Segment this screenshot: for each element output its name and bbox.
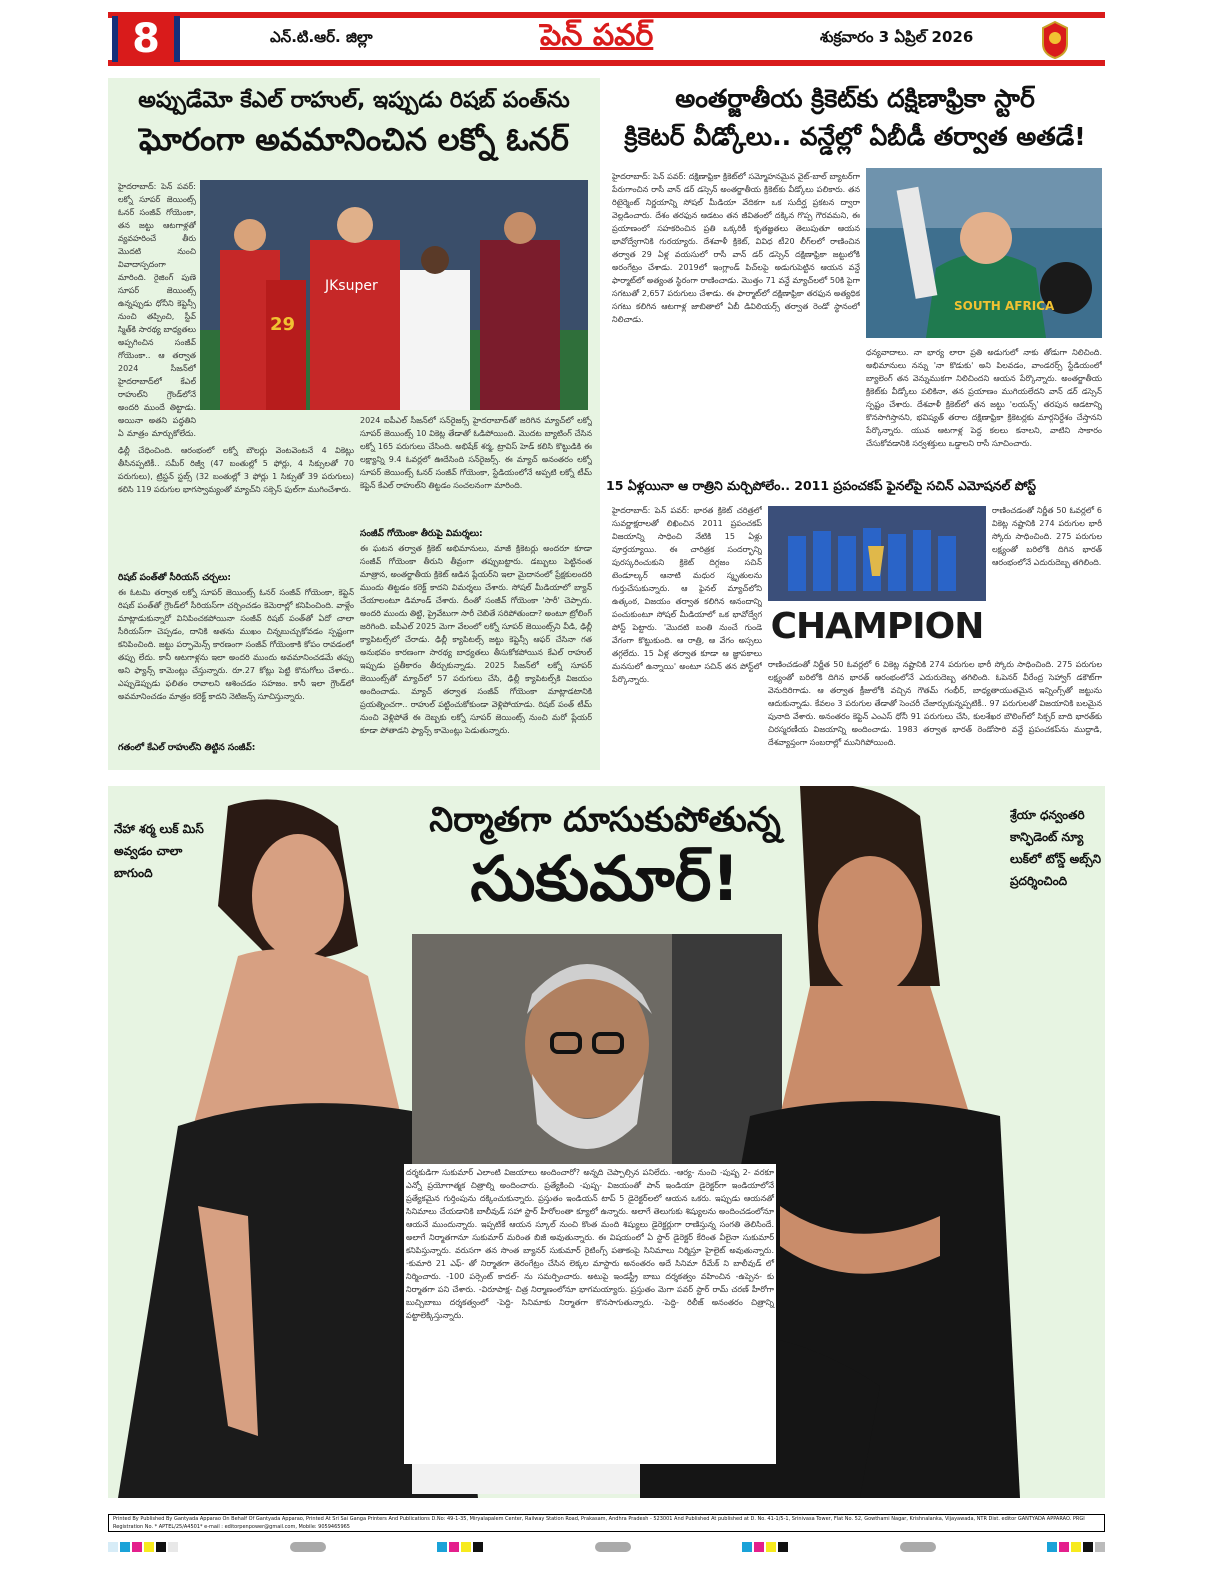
sukumar-headline-line2: సుకుమార్! xyxy=(470,842,740,915)
sukumar-headline-line1: నిర్మాతగా దూసుకుపోతున్న xyxy=(429,800,781,840)
lsg-col2-text: 2024 ఐపీఎల్ సీజన్‌లో సన్‌రైజర్స్ హైదరాబాద్‌తో జరిగిన మ్యాచ్‌లో లక్నో సూపర్ జెయింట్స్ 10 వికెట్ల తేడాతో ఓడిపోయింది. మొదట బ్యాటింగ్ చేసిన లక్నో 165 పరుగులు చేసింది. అభిషేక్ శర్మ, ట్రావిస్ హెడ్ కలిసి కొట్టుడికి ఈ లక్ష్యాన్ని 9.4 ఓవర్లలో ఊదేసింది సన్‌రైజర్స్. ఈ మ్యాచ్ అనంతరం లక్నో సూపర్ జెయింట్స్ ఓనర్ సంజీవ్ గోయెంకా, స్టేడియంలోనే అప్పటి లక్నో టీమ్ కెప్టెన్ కేఎల్ రాహుల్‌ని తిట్టడం సంచలనంగా మారింది. xyxy=(360,416,592,490)
sachin-text2-top: రాణించడంతో నిర్ణీత 50 ఓవర్లలో 6 వికెట్ల నష్టానికి 274 పరుగుల భారీ స్కోరు సాధించింది. 275 పరుగుల లక్ష్యంతో బరిలోకి దిగిన భారత్ ఆరంభంలోనే ఎదురుదెబ్బ తగిలింది. xyxy=(992,506,1102,567)
sa-text1: హైదరాబాద్: పెన్ పవర్: దక్షిణాఫ్రికా క్రికెట్‌లో సమ్మోహనమైన వైట్-బాల్ బ్యాటర్‌గా పేరుగాంచిన రాసీ వాన్ డర్ డస్సెన్ అంతర్జాతీయ క్రికెట్‌కు వీడ్కోలు పలికారు. తన రిటైర్మెంట్ నిర్ణయాన్ని సోషల్ మీడియా వేదికగా ఒక సుదీర్ఘ ప్రకటన ద్వారా వెల్లడించారు. దేశం తరఫున ఆడటం తన జీవితంలో దక్కిన గొప్ప గౌరవమని, ఈ ప్రయాణంలో సహకరించిన ప్రతి ఒక్కరికీ కృతజ్ఞతలు తెలుపుతూ ఆయన భావోద్వేగానికి గురయ్యారు. దేశవాళీ క్రికెట్, వివిధ టీ20 లీగ్‌లలో రాణించిన తర్వాత 29 ఏళ్ల వయసులో రాసీ వాన్ డర్ డస్సెన్ దక్షిణాఫ్రికా జట్టులోకి అరంగేట్రం చేశాడు. 2019లో ఇంగ్లాండ్ పిచ్‌లపై అడుగుపెట్టిన ఆయన వన్డే ఫార్మాట్‌లో అత్యంత స్థిరంగా రాణించాడు. మొత్తం 71 వన్డే మ్యాచ్‌లలో 50కి పైగా సగటుతో 2,657 పరుగులు చేశాడు. ఈ ఫార్మాట్‌లో దక్షిణాఫ్రికా తరఫున అత్యధిక సగటు కలిగిన ఆటగాళ్ల జాబితాలో ఏబీ డివిలియర్స్ తర్వాత రెండో స్థానంలో నిలిచాడు. xyxy=(612,172,860,324)
sa-cricketer-photo xyxy=(866,168,1102,338)
sachin-text2: రాణించడంతో నిర్ణీత 50 ఓవర్లలో 6 వికెట్ల నష్టానికి 274 పరుగుల భారీ స్కోరు సాధించింది. 275 పరుగుల లక్ష్యంతో బరిలోకి దిగిన భారత్ ఆరంభంలోనే ఎదురుదెబ్బ తగిలింది. ఓపెనర్ వీరేంద్ర సెహ్వాగ్ డకౌట్‌గా వెనుదిరిగాడు. ఆ తర్వాత క్రీజులోకి వచ్చిన గౌతమ్ గంభీర్, బాధ్యతాయుతమైన ఇన్నింగ్స్‌తో జట్టును ఆదుకున్నాడు. కేవలం 3 పరుగుల తేడాతో సెంచరీ చేజార్చుకున్నప్పటికీ.. 97 పరుగులతో విజయానికి బలమైన పునాది వేశారు. అనంతరం కెప్టెన్ ఎంఎస్ ధోనీ 91 పరుగులు చేసి, కులశేఖర బౌలింగ్‌లో సిక్సర్ బాది భారత్‌కు చిరస్మరణీయ విజయాన్ని అందించాడు. 1983 తర్వాత భారత్ రెండోసారి వన్డే ప్రపంచకప్‌ను ముద్దాడి, దేశవ్యాప్తంగా సంబరాల్లో మునిగిపోయింది. xyxy=(768,660,1102,747)
lsg-photo xyxy=(200,180,588,410)
lsg-headline-line2: ఘోరంగా అవమానించిన లక్నో ఓనర్ xyxy=(139,122,569,158)
color-registration-strip xyxy=(108,1542,1105,1554)
sa-text2: ధన్యవాదాలు. నా భార్య లారా ప్రతి అడుగులో నాకు తోడుగా నిలిచింది. అభిమానులు నన్ను 'నా కొడుకు' అని పిలవడం, వాండరర్స్ స్టేడియంలో బ్యాలెంగ్ తన వెన్నుముకగా నిలిచిందని ఆయన పేర్కొన్నారు. అంతర్జాతీయ క్రికెట్‌కు వీడ్కోలు పలికినా, తన ప్రయాణం ముగియలేదని వాన్ డర్ డస్సెన్ స్పష్టం చేశారు. దేశవాళీ క్రికెట్‌లో తన జట్టు 'లయన్స్' తరపున ఆడటాన్ని కొనసాగిస్తానని, భవిష్యత్ తరాల దక్షిణాఫ్రికా క్రికెటర్లకు మార్గనిర్దేశం చేస్తానని పేర్కొన్నారు. యువ ఆటగాళ్ల పెద్ద కలలు కనాలని, వాటిని సాకారం చేసుకోవడానికి సర్వశక్తులు ఒడ్డాలని రాసీ సూచించారు. xyxy=(866,348,1102,448)
sukumar-body: దర్శకుడిగా సుకుమార్ ఎలాంటి విజయాలు అందించారో? అన్నది చెప్పాల్సిన పనిలేదు. -ఆర్య- నుంచి -పుష్ప 2- వరకూ ఎన్నో ప్రయోగాత్మక చిత్రాల్ని అందించారు. ప్రత్యేకించి -పుష్ప- విజయంతో పాన్ ఇండియా డైరెక్టర్‌గా ఇండియాలోనే ప్రత్యేకమైన గుర్తింపును దక్కించుకున్నారు. ప్రస్తుతం ఇండియన్ టాప్ 5 డైరెక్టర్‌లలో ఆయన ఒకరు. ఇప్పుడు ఆయనతో సినిమాలు చేయడానికి బాలీవుడ్ సహా స్టార్ హీరోలంతా క్యూలో ఉన్నారు. అలాగే తెలుగుకు శిష్యులను అందించడంలోనూ ఆయనే ముందున్నారు. ఇప్పటికే ఆయన స్కూల్ నుంచి కొంత మంది శిష్యులు డైరెక్టర్లుగా రాణిస్తున్న సంగతి తెలిసిందే. అలాగే నిర్మాతగానూ సుకుమార్ మరింత బిజీ అవుతున్నారు. ఈ విషయంలో ఏ స్టార్ డైరెక్టర్ కేరింత వీలైనా సుకుమార్ కనిపిస్తున్నారు. వరుసగా తన సొంత బ్యానర్ సుకుమార్ రైటింగ్స్ పతాకంపై సినిమాలు నిర్మిస్తూ హైలైట్ అవుతున్నారు. -కుమారి 21 ఎఫ్- తో నిర్మాతగా తెరంగేట్రం చేసిన లెక్కల మాస్టారు అనంతరం అదే సినిమా రీమేక్ ని బాలీవుడ్ లో నిర్మించారు. -100 పర్సెంట్ కాదల్- ను సమర్పించారు. అటుపై ఇండస్ట్రీ బాబు దర్శకత్వం వహించిన -ఉప్పెన- కు నిర్మాతగా పని చేశారు. -విరూపాక్ష- చిత్ర నిర్మాణంలోనూ భాగమయ్యారు. ప్రస్తుతం మెగా పవర్ స్టార్ రామ్ చరణ్ హీరోగా బుచ్చిబాబు దర్శకత్వంలో -పెద్ది- సినిమాకు నిర్మాతగా కొనసాగుతున్నారు. -పెద్ది- రిలీజ్ అనంతరం చిత్రాన్ని పట్టాలెక్కిస్తున్నారు. xyxy=(404,1164,776,1464)
shreya-caption: శ్రేయా ధన్వంతరి కాన్ఫిడెంట్ న్యూ లుక్‌లో టోన్డ్ అబ్స్‌ని ప్రదర్శించింది xyxy=(1010,808,1102,888)
lsg-subhead-pant: రిషబ్ పంత్‌తో సీరియస్ చర్చలు: xyxy=(118,573,231,583)
svg-text:29: 29 xyxy=(270,314,296,335)
lsg-col2-text2: ఈ ఘటన తర్వాత క్రికెట్ అభిమానులు, మాజీ క్రికెటర్లు అందరూ కూడా సంజీవ్ గోయెంకా తీరుని తీవ్రంగా తప్పుబట్టారు. డబ్బులు పెట్టినంత మాత్రాన, అంతర్జాతీయ క్రికెట్ ఆడిన ప్లేయర్‌ని ఇలా మైదానంలో ప్రేక్షకులందరి ముందు తిట్టడం కరెక్ట్ కాదని విమర్శలు చేశారు. సోషల్ మీడియాలో బ్యాన్ చేయాలంటూ డిమాండ్ చేశారు. దీంతో సంజీవ్ గోయెంకా 'సారీ' చెప్పారు. అందరి ముందు తిట్టి, ప్రైవేటుగా సారీ చెబితే సరిపోతుందా? అంటూ ట్రోలింగ్ జరిగింది. ఐపీఎల్ 2025 మెగా వేలంలో లక్నో సూపర్ జెయింట్స్‌ని వీడి, ఢిల్లీ క్యాపిటల్స్‌లో చేరాడు. ఢిల్లీ క్యాపిటల్స్ జట్టు కెప్టెన్సీ ఆఫర్ చేసినా గత అనుభవం కారణంగా సారథ్య బాధ్యతలు తీసుకోకపోయిన కేఎల్ రాహుల్ ఇప్పుడు ప్రతీకారం తీర్చుకున్నాడు. 2025 సీజన్‌లో లక్నో సూపర్ జెయింట్స్‌తో మ్యాచ్‌లో 57 పరుగులు చేసి, ఢిల్లీ క్యాపిటల్స్‌కి విజయం అందించాడు. మ్యాచ్ తర్వాత సంజీవ్ గోయెంకా మాట్లాడటానికి ప్రయత్నించగా.. రాహుల్ పట్టించుకోకుండా వెళ్లిపోయాడు. రిషబ్ పంత్ టీమ్ నుంచి వెళ్లిపోతే ఈ దెబ్బకు లక్నో సూపర్ జెయింట్స్ నుంచి మరో ప్లేయర్ కూడా పోతాడని ఫ్యాన్స్ కామెంట్లు పెడుతున్నారు. xyxy=(360,544,592,735)
sa-headline-line2: క్రికెటర్ వీడ్కోలు.. వన్డేల్లో ఏబీడీ తర్వాత అతడే! xyxy=(624,122,1086,151)
svg-text:SOUTH AFRICA: SOUTH AFRICA xyxy=(954,299,1055,313)
edition-date: శుక్రవారం 3 ఏప్రిల్ 2026 xyxy=(820,28,974,46)
lsg-col1-text-continued: ఢిల్లీ చేధించింది. ఆరంభంలో లక్నో బౌలర్లు వెంటవెంటనే 4 వికెట్లు తీసినప్పటికీ.. సమీర్ రిజ్వీ (47 బంతుల్లో 5 ఫోర్లు, 4 సిక్సులతో 70 పరుగులు), ట్రిస్టన్ స్టబ్స్ (32 బంతుల్లో 3 ఫోర్లు 1 సిక్సుతో 39 పరుగులు) కలిసి 119 పరుగుల భాగస్వామ్యంతో మ్యాచ్‌ని సక్సెస్ ఫుల్‌గా ముగించేశారు. xyxy=(118,446,354,494)
imprint-line: Printed By Published By Gantyada Apparao On Behalf Of Gantyada Apparao, Printed At Sri Sai Ganga Printers And Publications D.No: 49-1-35, Miryalapalem Center, Railway Station Road, Prakasam, Andhra Pradesh - 523001 And Published At published at D. No. 41-1/5-1, Srinivasa Tower, Flat No. 52, Gowthami Nagar, Krishnalanka, Vijayawada, NTR Dist. editor GANTYADA APPARAO. PRGI Registration No. * APTEL/25/A4501* e-mail : editorpenpower@gmail.com, Mobile: 9059465965 xyxy=(108,1514,1105,1532)
lsg-col1-text2: ఈ ఓటమి తర్వాత లక్నో సూపర్ జెయింట్స్ ఓనర్ సంజీవ్ గోయెంకా, కెప్టెన్ రిషబ్ పంత్‌తో గ్రౌండ్‌లో సీరియస్‌గా చర్చించడం కెమెరాల్లో కనిపించింది. వాళ్లేం మాట్లాడుకున్నారో వినిపించకపోయినా సంజీవ్ రిషబ్ పంత్‌తో ఏదో చాలా సీరియస్‌గా చెప్పడం, దానికి అతను ముఖం చిన్నబుచ్చుకోవడం స్పష్టంగా కనిపించింది. జట్టు పర్ఫామెన్స్ కారణంగా సంజీవ్ గోయెంకాకి కోపం రావడంలో తప్పు లేదు. కానీ ఆటగాళ్లను ఇలా అందరి ముందు అవమానించడమే తప్పు అని ఫ్యాన్స్ కామెంట్లు చేస్తున్నారు. రూ.27 కోట్లు పెట్టి కొనుగోలు చేశారు.. ఎప్పుడెప్పుడు ఫలితం రావాలని ఆశించడం సహజం. కానీ ఇలా గ్రౌండ్‌లో అవమానించడం మాత్రం కరెక్ట్ కాదని నెటిజన్స్ సూచిస్తున్నారు. xyxy=(118,588,354,701)
sachin-headline: 15 ఏళ్లయినా ఆ రాత్రిని మర్చిపోలేం.. 2011 ప్రపంచకప్ ఫైనల్‌పై సచిన్ ఎమోషనల్ పోస్ట్ xyxy=(606,478,1037,493)
sachin-text1: హైదరాబాద్: పెన్ పవర్: భారత క్రికెట్ చరిత్రలో సువర్ణాక్షరాలతో లిఖించిన 2011 ప్రపంచకప్ విజయాన్ని సాధించి నేటికి 15 ఏళ్లు పూర్తయ్యాయి. ఈ చారిత్రక సందర్భాన్ని పురస్కరించుకుని క్రికెట్ దిగ్గజం సచిన్ టెండూల్కర్ ఆనాటి మధుర స్మృతులను గుర్తుచేసుకున్నారు. ఆ ఫైనల్ మ్యాచ్‌లోని ఉత్కంఠ, విజయం తర్వాత కలిగిన ఆనందాన్ని పంచుకుంటూ సోషల్ మీడియాలో ఒక భావోద్వేగ పోస్ట్ పెట్టారు. 'మొదటి బంతి నుంచే గుండె వేగంగా కొట్టుకుంది. ఆ రాత్రి, ఆ వేగం అస్సలు తగ్గలేదు. 15 ఏళ్ల తర్వాత కూడా ఆ జ్ఞాపకాలు మనసులో ఉన్నాయి' అంటూ సచిన్ తన పోస్ట్‌లో పేర్కొన్నారు. xyxy=(612,506,762,684)
page-number: 8 xyxy=(112,16,180,62)
lsg-headline-line1: అప్పుడేమో కేఎల్ రాహుల్, ఇప్పుడు రిషబ్ పంత్‌ను xyxy=(138,88,570,113)
logo-emblem-icon xyxy=(1040,20,1070,60)
sachin-photo-caption: CHAMPION xyxy=(770,606,984,647)
svg-text:JKsuper: JKsuper xyxy=(325,278,378,294)
district-label: ఎన్.టి.ఆర్. జిల్లా xyxy=(270,28,373,46)
neha-caption: నేహా శర్మ లుక్ మిస్ అవ్వడం చాలా బాగుంది xyxy=(114,822,204,880)
lsg-subhead-goenka: సంజీవ్ గోయెంకా తీరుపై విమర్శలు: xyxy=(360,529,483,539)
paper-name: పెన్ పవర్ xyxy=(540,18,654,53)
lsg-col1-text-top: హైదరాబాద్: పెన్ పవర్: లక్నో సూపర్ జెయింట్స్ ఓనర్ సంజీవ్ గోయెంకా, తన జట్టు ఆటగాళ్లతో వ్యవహరించే తీరు మొదటి నుంచి వివాదాస్పదంగా మారింది. రైజింగ్ పుణె సూపర్ జెయింట్స్ ఉన్నప్పుడు ధోనీని కెప్టెన్సీ నుంచి తప్పించి, స్టీవ్ స్మిత్‌కి సారథ్య బాధ్యతలు అప్పగించిన సంజీవ్ గోయెంకా.. ఆ తర్వాత 2024 సీజన్‌లో హైదరాబాద్‌లో కేఎల్ రాహుల్‌ని గ్రౌండ్‌లోనే అందరి ముందే తిట్టాడు. అయినా అతని పద్ధతిని ఏ మాత్రం మార్చుకోలేదు. xyxy=(118,182,196,438)
lsg-subhead-rahul: గతంలో కేఎల్ రాహుల్‌ని తిట్టిన సంజీవ్: xyxy=(118,743,256,753)
sa-headline-line1: అంతర్జాతీయ క్రికెట్‌కు దక్షిణాఫ్రికా స్టార్ xyxy=(675,84,1035,113)
